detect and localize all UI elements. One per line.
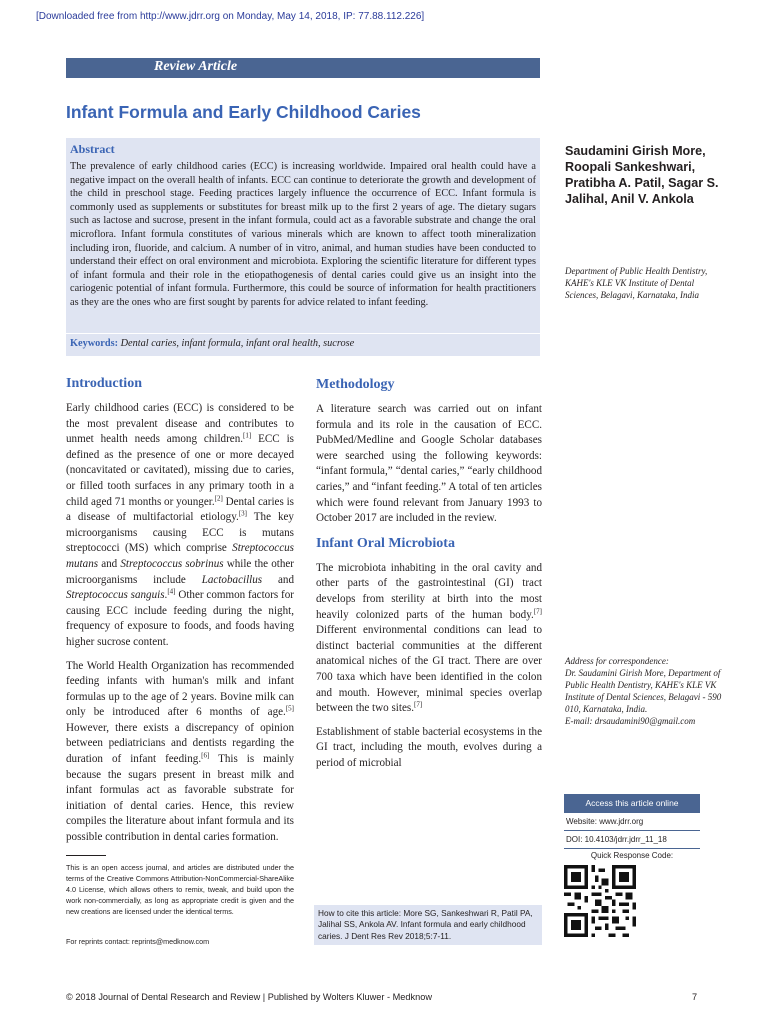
article-title: Infant Formula and Early Childhood Caries bbox=[66, 102, 421, 122]
correspondence-block bbox=[565, 655, 725, 727]
article-type-label: Review Article bbox=[154, 59, 238, 74]
text-run: The key microorganisms causing ECC is mutans streptococci (MS) which comprise bbox=[66, 511, 294, 555]
text-run: and bbox=[98, 557, 121, 570]
correspondence-label: Address for correspondence: bbox=[565, 656, 669, 666]
introduction-paragraph-2 bbox=[66, 659, 294, 846]
keywords-value: Dental caries, infant formula, infant oral health, sucrose bbox=[120, 338, 355, 349]
species-name: Streptococcus sanguis bbox=[66, 589, 165, 602]
text-run: Early childhood caries (ECC) is considered to be the most prevalent disease and contributes to unmet health needs among children. bbox=[66, 402, 294, 446]
qr-code-icon[interactable] bbox=[564, 865, 636, 937]
species-name: Lactobacillus bbox=[201, 573, 263, 586]
reference-link[interactable]: [7] bbox=[533, 606, 542, 615]
text-run: Other common factors for causing ECC include feeding during the night, frequency of exposure to foods, and foods having higher sucrose content. bbox=[66, 589, 294, 648]
introduction-paragraph-1: Early childhood caries (ECC) is considered to be the most prevalent disease and contributes to unmet health needs among children.[1] ECC is defined as the presence of one or more decayed (noncavitated or cavitated), missing due to caries, or filled tooth surfaces in any primary tooth in a child aged 71 months or younger.[2] Dental caries is a disease of multifactorial etiology.[3] The key microorganisms causing ECC is mutans streptococci (MS) which comprise Streptococcus mutans and Streptococcus sobrinus while the other microorganisms include Lactobacillus and Streptococcus sanguis.[4] Other common factors for causing ECC include feeding during the night, frequency of exposure to foods, and foods having higher sucrose content. bbox=[66, 402, 295, 648]
reprints-line bbox=[66, 937, 209, 946]
citation-label: How to cite this article: bbox=[318, 908, 401, 918]
text-run: Dental caries is a disease of multifactorial etiology. bbox=[66, 495, 294, 524]
article-type-banner bbox=[66, 58, 540, 78]
author-affiliation: Department of Public Health Dentistry, KAHE's KLE VK Institute of Dental Sciences, Belagavi, Karnataka, India bbox=[565, 266, 708, 300]
abstract-divider bbox=[66, 333, 540, 334]
access-website[interactable]: Website: www.jdrr.org bbox=[564, 813, 700, 831]
text-run: ECC is defined as the presence of one or more decayed (noncavitated or cavitated), missing due to caries, or filled tooth surfaces in any primary tooth in a child aged 71 months or younger. bbox=[66, 433, 294, 508]
correspondence-email[interactable]: E-mail: drsaudamini90@gmail.com bbox=[565, 716, 696, 726]
page-number: 7 bbox=[692, 992, 698, 1002]
reference-link[interactable]: [7] bbox=[413, 700, 423, 709]
microbiota-paragraph-2: Establishment of stable bacterial ecosystems in the GI tract, including the mouth, evolves during a period of microbial bbox=[316, 725, 542, 769]
keywords-label: Keywords: bbox=[70, 338, 119, 349]
footnote-rule bbox=[66, 855, 106, 856]
microbiota-heading: Infant Oral Microbiota bbox=[316, 535, 455, 551]
abstract-heading: Abstract bbox=[70, 142, 115, 156]
author-list: Saudamini Girish More, Roopali Sankeshwari, Pratibha A. Patil, Sagar S. Jalihal, Anil V. Ankola bbox=[565, 144, 719, 206]
access-doi[interactable]: DOI: 10.4103/jdrr.jdrr_11_18 bbox=[564, 831, 700, 849]
species-name: Streptococcus sobrinus bbox=[120, 557, 224, 570]
access-header: Access this article online bbox=[564, 794, 700, 813]
reference-link[interactable]: [2] bbox=[214, 493, 223, 502]
text-run: Different environmental conditions can lead to distinct bacterial communities at the different anatomical niches of the GI tract. There are over 700 taxa which have been identified in the colon and mouth. However, minimal species overlap between the two sites. bbox=[316, 624, 542, 715]
reference-link[interactable]: [4] bbox=[167, 587, 176, 596]
text-run: This is mainly because the sugars present in breast milk and infant formulas act as favorable substrate for initiation of dental caries. Hence, this review compiles the literature about infant formula and its possible contribution in dental caries formation. bbox=[66, 753, 294, 844]
keywords-line bbox=[70, 338, 354, 349]
introduction-heading: Introduction bbox=[66, 376, 142, 391]
reference-link[interactable]: [6] bbox=[201, 751, 210, 760]
reprints-email[interactable]: reprints@medknow.com bbox=[131, 937, 210, 946]
abstract-box bbox=[66, 138, 540, 356]
page-footer: © 2018 Journal of Dental Research and Review | Published by Wolters Kluwer - Medknow bbox=[66, 992, 432, 1002]
download-notice: [Downloaded free from http://www.jdrr.org on Monday, May 14, 2018, IP: 77.88.112.226] bbox=[36, 11, 425, 22]
citation-box bbox=[314, 905, 542, 945]
citation-text: More SG, Sankeshwari R, Patil PA, Jalihal SS, Ankola AV. Infant formula and early childhood caries. J Dent Res Rev 2018;5:7-11. bbox=[318, 908, 533, 941]
left-column bbox=[66, 375, 294, 854]
reference-link[interactable]: [3] bbox=[238, 509, 247, 518]
reference-link[interactable]: [5] bbox=[285, 704, 294, 713]
species-name: Streptococcus mutans bbox=[66, 542, 294, 570]
text-run: However, there exists a discrepancy of opinion between pediatricians and dentists regarding the duration of infant feeding. bbox=[66, 721, 294, 766]
text-run: The World Health Organization has recommended feeding infants with human's milk and infant formulas up to the age of 2 years. Bovine milk can only be introduced after 6 months of age. bbox=[66, 659, 294, 719]
text-run: while the other microorganisms include bbox=[66, 557, 294, 586]
text-run: and bbox=[262, 573, 295, 586]
methodology-paragraph: A literature search was carried out on infant formula and its role in the causation of ECC. PubMed/Medline and Google Scholar databases were searched using the following keywords: “infant formula,” “dental caries,” “early childhood caries,” and “infant feeding.” A total of ten articles which were found relevant from January 1993 to October 2017 are included in the review. bbox=[316, 403, 542, 525]
microbiota-paragraph-1 bbox=[316, 561, 542, 717]
methodology-heading: Methodology bbox=[316, 377, 395, 392]
access-online-box bbox=[564, 794, 700, 939]
text-run: The microbiota inhabiting in the oral cavity and other parts of the gastrointestinal (GI) tract develops from sterility at birth into the most heavily colonized parts of the human body. bbox=[316, 561, 542, 621]
correspondence-text: Dr. Saudamini Girish More, Department of Public Health Dentistry, KAHE's KLE VK Institute of Dental Sciences, Belagavi - 590 010, Karnataka, India. bbox=[565, 668, 722, 714]
right-column bbox=[316, 376, 542, 779]
reference-link[interactable]: [1] bbox=[243, 431, 252, 440]
license-notice: This is an open access journal, and articles are distributed under the terms of the Creative Commons Attribution-NonCommercial-ShareAlike 4.0 License, which allows others to remix, tweak, and build upon the work non-commercially, as long as appropriate credit is given and the new creations are licensed under the identical terms. bbox=[66, 863, 294, 916]
qr-label: Quick Response Code: bbox=[590, 851, 674, 860]
abstract-body: The prevalence of early childhood caries (ECC) is increasing worldwide. Impaired oral health could have a negative impact on the overall health of infants. ECC can continue to deteriorate the growth and development of the child in preschool stage. Feeding practices largely influence the occurrence of ECC. Infant formula is commonly used as supplements or substitutes for breast milk up to the first 2 years of age. The dietary sugars such as lactose and sucrose, present in the infant formula, could act as a favorable substrate and change the oral microflora. Infant formula constitutes of various minerals which are known to affect tooth mineralization including iron, fluoride, and calcium. A number of in vitro, animal, and human studies have been conducted to understand their effect on oral environment and microbiota. Exploring the scientific literature for different types of infant formula and their role in the etiopathogenesis of dental caries could give us an insight into the cariogenic potential of infant formula. Furthermore, this could be source of information for health practitioners as they are the ones who are first sought by parents for advice related to infant feeding. bbox=[70, 161, 536, 308]
reprints-label: For reprints contact: bbox=[66, 937, 130, 946]
